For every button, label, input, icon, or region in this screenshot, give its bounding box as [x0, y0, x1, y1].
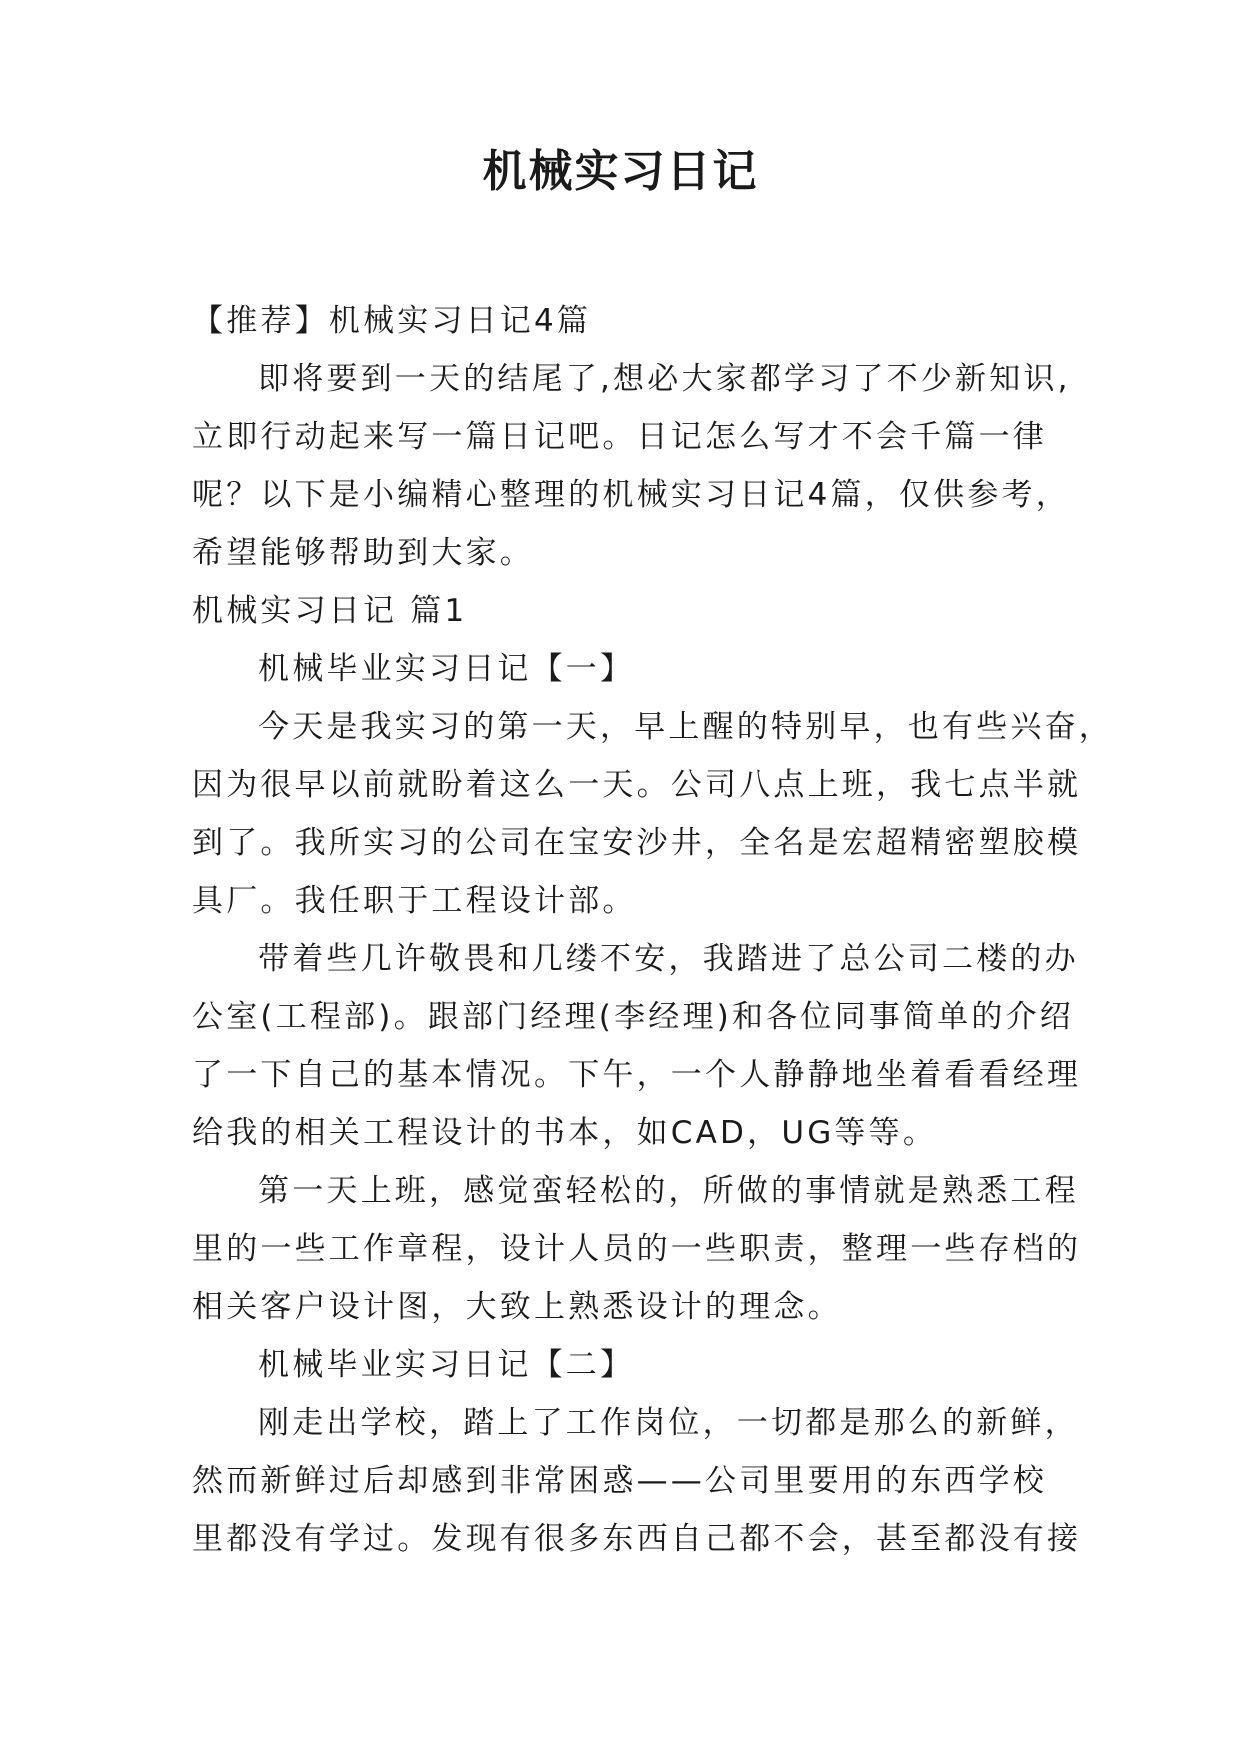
document-body [192, 292, 1113, 1568]
body-line: 了一下自己的基本情况。下午，一个人静静地坐着看看经理 [192, 1057, 1082, 1093]
body-line: 公室(工程部)。跟部门经理(李经理)和各位同事简单的介绍 [192, 999, 1074, 1035]
body-line: 即将要到一天的结尾了,想必大家都学习了不少新知识, [258, 361, 1071, 397]
body-line: 【推荐】机械实习日记4篇 [192, 303, 592, 339]
body-line: 给我的相关工程设计的书本，如CAD，UG等等。 [192, 1115, 938, 1151]
subsection-heading: 机械毕业实习日记【一】 [258, 651, 635, 687]
body-line: 第一天上班，感觉蛮轻松的，所做的事情就是熟悉工程 [258, 1173, 1079, 1209]
body-line: 呢？以下是小编精心整理的机械实习日记4篇，仅供参考， [192, 477, 1070, 513]
body-line: 到了。我所实习的公司在宝安沙井，全名是宏超精密塑胶模 [192, 825, 1082, 861]
body-line: 刚走出学校，踏上了工作岗位，一切都是那么的新鲜， [258, 1405, 1079, 1441]
body-line: 带着些几许敬畏和几缕不安，我踏进了总公司二楼的办 [258, 941, 1079, 977]
body-line: 因为很早以前就盼着这么一天。公司八点上班，我七点半就 [192, 767, 1082, 803]
body-line: 相关客户设计图，大致上熟悉设计的理念。 [192, 1289, 842, 1325]
body-line: 立即行动起来写一篇日记吧。日记怎么写才不会千篇一律 [192, 419, 1047, 455]
section-heading: 机械实习日记 篇1 [192, 593, 468, 629]
body-line: 希望能够帮助到大家。 [192, 535, 534, 571]
body-line: 今天是我实习的第一天，早上醒的特别早，也有些兴奋， [258, 709, 1113, 745]
subsection-heading: 机械毕业实习日记【二】 [258, 1347, 635, 1383]
document-title: 机械实习日记 [482, 146, 759, 197]
body-line: 里的一些工作章程，设计人员的一些职责，整理一些存档的 [192, 1231, 1082, 1267]
body-line: 里都没有学过。发现有很多东西自己都不会，甚至都没有接 [192, 1521, 1082, 1557]
body-line: 具厂。我任职于工程设计部。 [192, 883, 637, 919]
body-line: 然而新鲜过后却感到非常困惑——公司里要用的东西学校 [192, 1463, 1047, 1499]
